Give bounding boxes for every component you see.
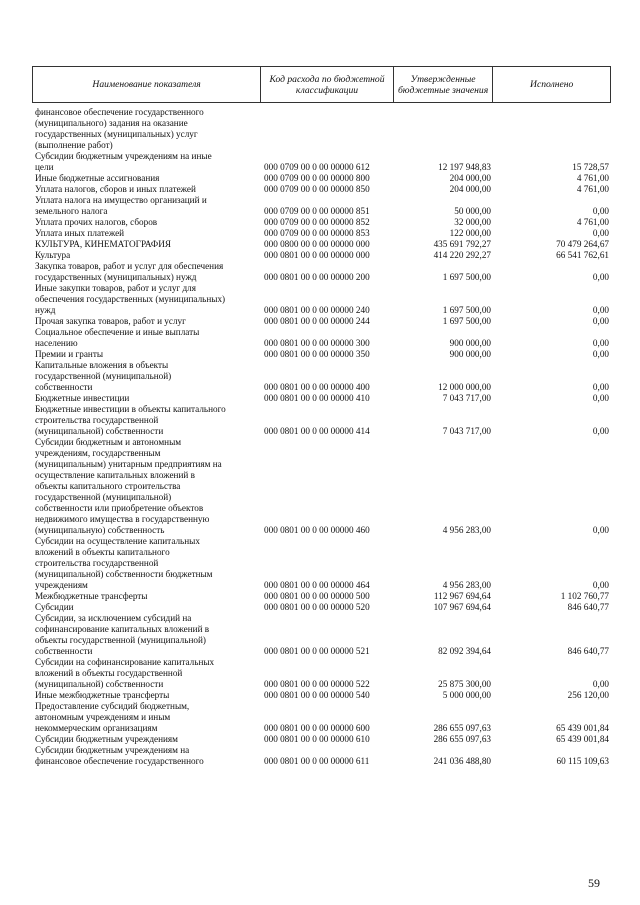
table-row bbox=[32, 239, 611, 250]
row-executed: 15 728,57 bbox=[572, 162, 609, 172]
row-name: Межбюджетные трансферты bbox=[35, 591, 148, 601]
row-executed: 4 761,00 bbox=[576, 173, 609, 183]
row-code: 000 0709 00 0 00 00000 853 bbox=[264, 228, 370, 238]
row-approved: 12 000 000,00 bbox=[438, 382, 491, 392]
row-code: 000 0709 00 0 00 00000 800 bbox=[264, 173, 370, 183]
page-number: 59 bbox=[588, 876, 600, 890]
header-code: Код расхода по бюджетной классификации bbox=[261, 67, 394, 102]
row-approved: 4 956 283,00 bbox=[442, 580, 491, 590]
table-row bbox=[32, 745, 611, 767]
table-row bbox=[32, 184, 611, 195]
row-executed: 0,00 bbox=[592, 426, 609, 436]
row-approved: 4 956 283,00 bbox=[442, 525, 491, 535]
table-row bbox=[32, 690, 611, 701]
table-row bbox=[32, 173, 611, 184]
table-body bbox=[32, 107, 611, 767]
row-code: 000 0709 00 0 00 00000 850 bbox=[264, 184, 370, 194]
header-approved: Утвержденные бюджетные значения bbox=[394, 67, 494, 102]
row-name: Уплата прочих налогов, сборов bbox=[35, 217, 158, 227]
row-executed: 846 640,77 bbox=[567, 602, 609, 612]
row-approved: 107 967 694,64 bbox=[433, 602, 491, 612]
row-executed: 0,00 bbox=[592, 349, 609, 359]
row-name: Уплата налога на имущество организаций и земельного налога bbox=[35, 195, 207, 216]
row-approved: 286 655 097,63 bbox=[433, 734, 491, 744]
row-approved: 50 000,00 bbox=[454, 206, 491, 216]
table-header bbox=[32, 66, 611, 103]
row-name: Бюджетные инвестиции в объекты капитального строительства государственной (муниципальной) собственности bbox=[35, 404, 226, 436]
row-name: Культура bbox=[35, 250, 71, 260]
row-approved: 32 000,00 bbox=[454, 217, 491, 227]
row-code: 000 0801 00 0 00 00000 611 bbox=[264, 756, 370, 766]
row-code: 000 0801 00 0 00 00000 000 bbox=[264, 250, 370, 260]
row-name: Субсидии бюджетным учреждениям на финансовое обеспечение государственного bbox=[35, 745, 204, 766]
row-name: Закупка товаров, работ и услуг для обеспечения государственных (муниципальных) нужд bbox=[35, 261, 224, 282]
row-name: КУЛЬТУРА, КИНЕМАТОГРАФИЯ bbox=[35, 239, 171, 249]
row-approved: 900 000,00 bbox=[449, 349, 491, 359]
row-approved: 286 655 097,63 bbox=[433, 723, 491, 733]
row-executed: 4 761,00 bbox=[576, 217, 609, 227]
row-code: 000 0801 00 0 00 00000 350 bbox=[264, 349, 370, 359]
row-name: Прочая закупка товаров, работ и услуг bbox=[35, 316, 186, 326]
table-row bbox=[32, 327, 611, 349]
row-name: Субсидии бюджетным учреждениям bbox=[35, 734, 178, 744]
row-executed: 4 761,00 bbox=[576, 184, 609, 194]
row-executed: 0,00 bbox=[592, 228, 609, 238]
table-row bbox=[32, 657, 611, 690]
row-executed: 1 102 760,77 bbox=[560, 591, 609, 601]
row-name: Субсидии bbox=[35, 602, 74, 612]
row-name: Капитальные вложения в объекты государственной (муниципальной) собственности bbox=[35, 360, 172, 392]
row-code: 000 0709 00 0 00 00000 851 bbox=[264, 206, 370, 216]
row-executed: 66 541 762,61 bbox=[556, 250, 609, 260]
row-executed: 0,00 bbox=[592, 679, 609, 689]
row-executed: 0,00 bbox=[592, 305, 609, 315]
row-executed: 0,00 bbox=[592, 580, 609, 590]
row-code: 000 0801 00 0 00 00000 460 bbox=[264, 525, 370, 535]
row-code: 000 0801 00 0 00 00000 400 bbox=[264, 382, 370, 392]
row-approved: 241 036 488,80 bbox=[433, 756, 491, 766]
row-code: 000 0801 00 0 00 00000 200 bbox=[264, 272, 370, 282]
table-row bbox=[32, 591, 611, 602]
row-approved bbox=[394, 107, 494, 151]
table-row bbox=[32, 151, 611, 173]
row-approved: 12 197 948,83 bbox=[438, 162, 491, 172]
row-code: 000 0801 00 0 00 00000 240 bbox=[264, 305, 370, 315]
table-row bbox=[32, 536, 611, 591]
row-approved: 900 000,00 bbox=[449, 338, 491, 348]
row-executed: 0,00 bbox=[592, 382, 609, 392]
row-executed: 0,00 bbox=[592, 393, 609, 403]
row-executed: 846 640,77 bbox=[567, 646, 609, 656]
row-name: Иные закупки товаров, работ и услуг для обеспечения государственных (муниципальных) нужд bbox=[35, 283, 226, 315]
row-approved: 112 967 694,64 bbox=[433, 591, 491, 601]
table-row bbox=[32, 283, 611, 316]
row-code bbox=[261, 107, 394, 151]
row-code: 000 0801 00 0 00 00000 600 bbox=[264, 723, 370, 733]
table-row bbox=[32, 734, 611, 745]
row-name: Субсидии бюджетным и автономным учреждениям, государственным (муниципальным) унитарным предприятиям на осуществление капитальных вложений в объекты капитального строительства государственной (муниципальной) собственности или приобретение объектов недвижимого имущества в государственную (муниципальную) собственность bbox=[35, 437, 222, 535]
row-code: 000 0801 00 0 00 00000 540 bbox=[264, 690, 370, 700]
table-row bbox=[32, 349, 611, 360]
row-code: 000 0801 00 0 00 00000 500 bbox=[264, 591, 370, 601]
row-executed: 256 120,00 bbox=[567, 690, 609, 700]
row-approved: 1 697 500,00 bbox=[442, 316, 491, 326]
row-code: 000 0801 00 0 00 00000 520 bbox=[264, 602, 370, 612]
table-row bbox=[32, 404, 611, 437]
row-code: 000 0801 00 0 00 00000 244 bbox=[264, 316, 370, 326]
row-approved: 1 697 500,00 bbox=[442, 272, 491, 282]
row-approved: 204 000,00 bbox=[449, 173, 491, 183]
row-executed: 0,00 bbox=[592, 206, 609, 216]
row-code: 000 0800 00 0 00 00000 000 bbox=[264, 239, 370, 249]
row-executed bbox=[494, 107, 611, 151]
row-approved: 7 043 717,00 bbox=[442, 426, 491, 436]
row-code: 000 0801 00 0 00 00000 410 bbox=[264, 393, 370, 403]
row-code: 000 0801 00 0 00 00000 610 bbox=[264, 734, 370, 744]
table-row bbox=[32, 261, 611, 283]
row-approved: 122 000,00 bbox=[449, 228, 491, 238]
row-code: 000 0801 00 0 00 00000 414 bbox=[264, 426, 370, 436]
table-row bbox=[32, 195, 611, 217]
row-name: Премии и гранты bbox=[35, 349, 104, 359]
row-executed: 0,00 bbox=[592, 316, 609, 326]
table-row bbox=[32, 360, 611, 393]
row-executed: 65 439 001,84 bbox=[556, 723, 609, 733]
row-executed: 60 115 109,63 bbox=[556, 756, 609, 766]
row-name: Уплата налогов, сборов и иных платежей bbox=[35, 184, 196, 194]
row-name: Бюджетные инвестиции bbox=[35, 393, 130, 403]
row-code: 000 0709 00 0 00 00000 612 bbox=[264, 162, 370, 172]
row-code: 000 0801 00 0 00 00000 522 bbox=[264, 679, 370, 689]
row-code: 000 0801 00 0 00 00000 464 bbox=[264, 580, 370, 590]
row-code: 000 0801 00 0 00 00000 300 bbox=[264, 338, 370, 348]
row-name: Субсидии, за исключением субсидий на софинансирование капитальных вложений в объекты государственной (муниципальной) собственности bbox=[35, 613, 210, 656]
row-executed: 0,00 bbox=[592, 525, 609, 535]
row-name: Уплата иных платежей bbox=[35, 228, 125, 238]
row-executed: 65 439 001,84 bbox=[556, 734, 609, 744]
header-name: Наименование показателя bbox=[33, 67, 261, 102]
row-approved: 82 092 394,64 bbox=[438, 646, 491, 656]
row-name: Иные межбюджетные трансферты bbox=[35, 690, 170, 700]
row-name: Субсидии бюджетным учреждениям на иные цели bbox=[35, 151, 212, 172]
row-approved: 7 043 717,00 bbox=[442, 393, 491, 403]
table-row bbox=[32, 250, 611, 261]
row-approved: 5 000 000,00 bbox=[442, 690, 491, 700]
table-row bbox=[32, 613, 611, 657]
row-name: Иные бюджетные ассигнования bbox=[35, 173, 160, 183]
row-approved: 414 220 292,27 bbox=[433, 250, 491, 260]
row-approved: 435 691 792,27 bbox=[433, 239, 491, 249]
table-row bbox=[32, 437, 611, 536]
table-row bbox=[32, 316, 611, 327]
table-row bbox=[32, 107, 611, 151]
row-executed: 0,00 bbox=[592, 272, 609, 282]
row-name: Социальное обеспечение и иные выплаты населению bbox=[35, 327, 200, 348]
row-name: Предоставление субсидий бюджетным, автономным учреждениям и иным некоммерческим организациям bbox=[35, 701, 190, 733]
row-code: 000 0801 00 0 00 00000 521 bbox=[264, 646, 370, 656]
row-name: Субсидии на осуществление капитальных вложений в объекты капитального строительства государственной (муниципальной) собственности бюджетным учреждениям bbox=[35, 536, 213, 590]
table-row bbox=[32, 228, 611, 239]
table-row bbox=[32, 393, 611, 404]
row-approved: 204 000,00 bbox=[449, 184, 491, 194]
table-row bbox=[32, 602, 611, 613]
table-row bbox=[32, 217, 611, 228]
row-approved: 25 875 300,00 bbox=[438, 679, 491, 689]
row-approved: 1 697 500,00 bbox=[442, 305, 491, 315]
row-executed: 0,00 bbox=[592, 338, 609, 348]
row-executed: 70 479 264,67 bbox=[556, 239, 609, 249]
header-executed: Исполнено bbox=[530, 79, 574, 90]
row-code: 000 0709 00 0 00 00000 852 bbox=[264, 217, 370, 227]
row-name: Субсидии на софинансирование капитальных вложений в объекты государственной (муниципальной) собственности bbox=[35, 657, 215, 689]
row-name: финансовое обеспечение государственного (муниципального) задания на оказание государственных (муниципальных) услуг (выполнение работ) bbox=[35, 107, 204, 150]
table-row bbox=[32, 701, 611, 734]
